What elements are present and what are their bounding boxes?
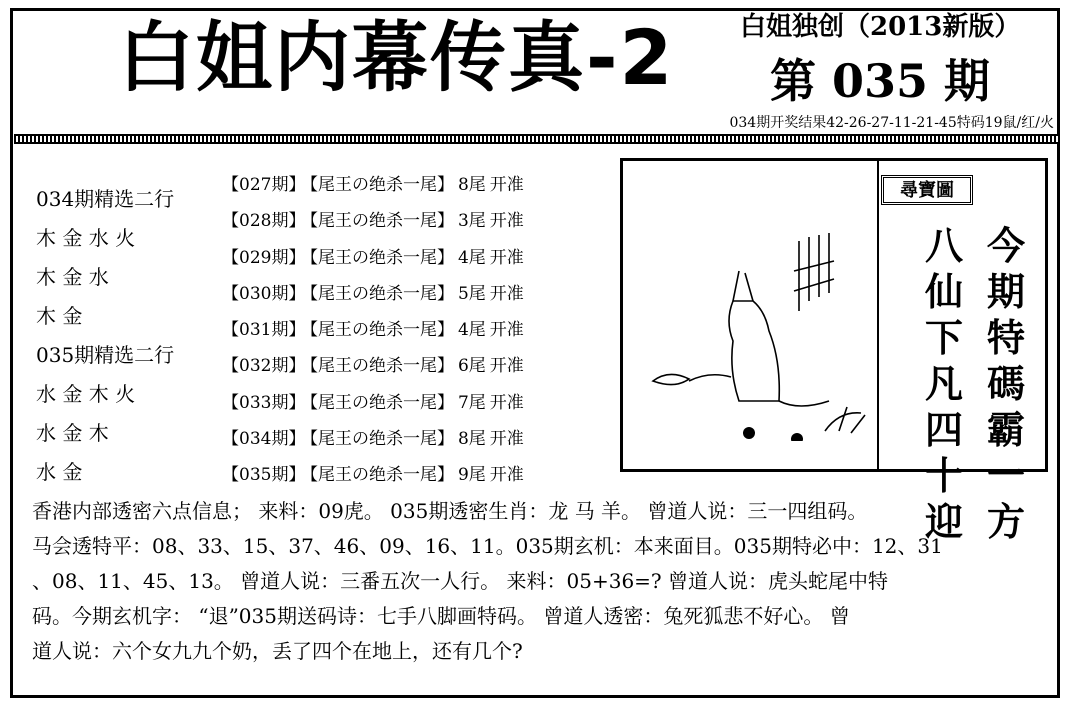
treasure-panel [620,158,1048,544]
record-label: 【尾王の绝杀一尾】 [309,465,454,486]
record-label: 【尾王の绝杀一尾】 [309,211,454,232]
info-line: 道人说：六个女九九个奶，丢了四个在地上，还有几个? [32,639,523,663]
pick-row: 水 金 木 [36,421,109,445]
record-label: 【尾王の绝杀一尾】 [309,283,454,304]
record-row [222,170,528,206]
header-divider [14,134,1058,144]
edition-label: 白姐独创（2013新版） [740,12,1021,42]
record-status: 开准 [489,320,524,341]
record-row [222,206,528,242]
record-status: 开准 [489,211,524,232]
record-period: 【030期】 [222,283,306,304]
pick-row: 木 金 水 火 [36,226,136,250]
record-row [222,243,528,279]
info-line: 马会透特平：08、33、15、37、46、09、16、11。035期玄机：本来面目。035期特必中：12、31 [32,534,943,558]
record-period: 【032期】 [222,356,306,377]
record-period: 【033期】 [222,392,306,413]
record-period: 【028期】 [222,211,306,232]
record-label: 【尾王の绝杀一尾】 [309,429,454,450]
info-line: 香港内部透密六点信息； 来料：09虎。 035期透密生肖：龙 马 羊。 曾道人说：三一四组码。 [32,499,868,523]
last-result: 034期开奖结果42-26-27-11-21-45特码19鼠/红/火 [729,115,1054,131]
record-label: 【尾王の绝杀一尾】 [309,392,454,413]
info-paragraph [32,494,1042,669]
record-row [222,279,528,315]
record-label: 【尾王の绝杀一尾】 [309,320,454,341]
record-status: 开准 [489,429,524,450]
eight-immortals-column: 八仙下凡四十迎 [924,224,963,544]
picks-list [36,184,216,496]
pick-heading: 035期精选二行 [36,343,175,367]
pick-row: 木 金 水 [36,265,109,289]
record-row [222,351,528,387]
record-label: 【尾王の绝杀一尾】 [309,247,454,268]
record-tail: 8尾 [457,429,486,450]
record-label: 【尾王の绝杀一尾】 [309,175,454,195]
info-line: 码。今期玄机字： “退”035期送码诗：七手八脚画特码。 曾道人透密：兔死狐悲不好心。 曾 [32,604,850,628]
record-tail: 6尾 [457,356,486,377]
pick-row: 水 金 木 火 [36,382,136,406]
info-line: 、08、11、45、13。 曾道人说：三番五次一人行。 来料：05+36=? 曾道人说：虎头蛇尾中特 [32,569,889,593]
record-status: 开准 [489,392,524,413]
record-status: 开准 [489,283,524,304]
record-period: 【034期】 [222,429,306,450]
special-code-column: 今期特碼霸一方 [986,224,1025,544]
record-row [222,315,528,351]
rabbit-sketch-image [629,201,873,441]
record-tail: 4尾 [457,247,486,268]
record-tail: 4尾 [457,320,486,341]
record-tail: 7尾 [457,392,486,413]
record-tail: 3尾 [457,211,486,232]
record-status: 开准 [489,356,524,377]
pick-row: 水 金 [36,460,83,484]
records-list [222,170,528,497]
page-title: 白姐内幕传真-2 [118,13,675,102]
pick-row: 木 金 [36,304,83,328]
record-status: 开准 [489,247,524,268]
record-row [222,460,528,496]
record-status: 开准 [489,175,524,195]
record-tail: 5尾 [457,283,486,304]
record-status: 开准 [489,465,524,486]
record-label: 【尾王の绝杀一尾】 [309,356,454,377]
record-period: 【029期】 [222,247,306,268]
record-period: 【031期】 [222,320,306,341]
record-period: 【035期】 [222,465,306,486]
record-tail: 8尾 [457,175,486,195]
pick-heading: 034期精选二行 [36,187,175,211]
record-row [222,424,528,460]
issue-number: 第 035 期 [770,54,991,108]
record-period: 【027期】 [222,175,306,195]
record-row [222,388,528,424]
panel-divider [877,161,879,469]
record-tail: 9尾 [457,465,486,486]
treasure-map-badge: 尋寶圖 [881,175,973,205]
